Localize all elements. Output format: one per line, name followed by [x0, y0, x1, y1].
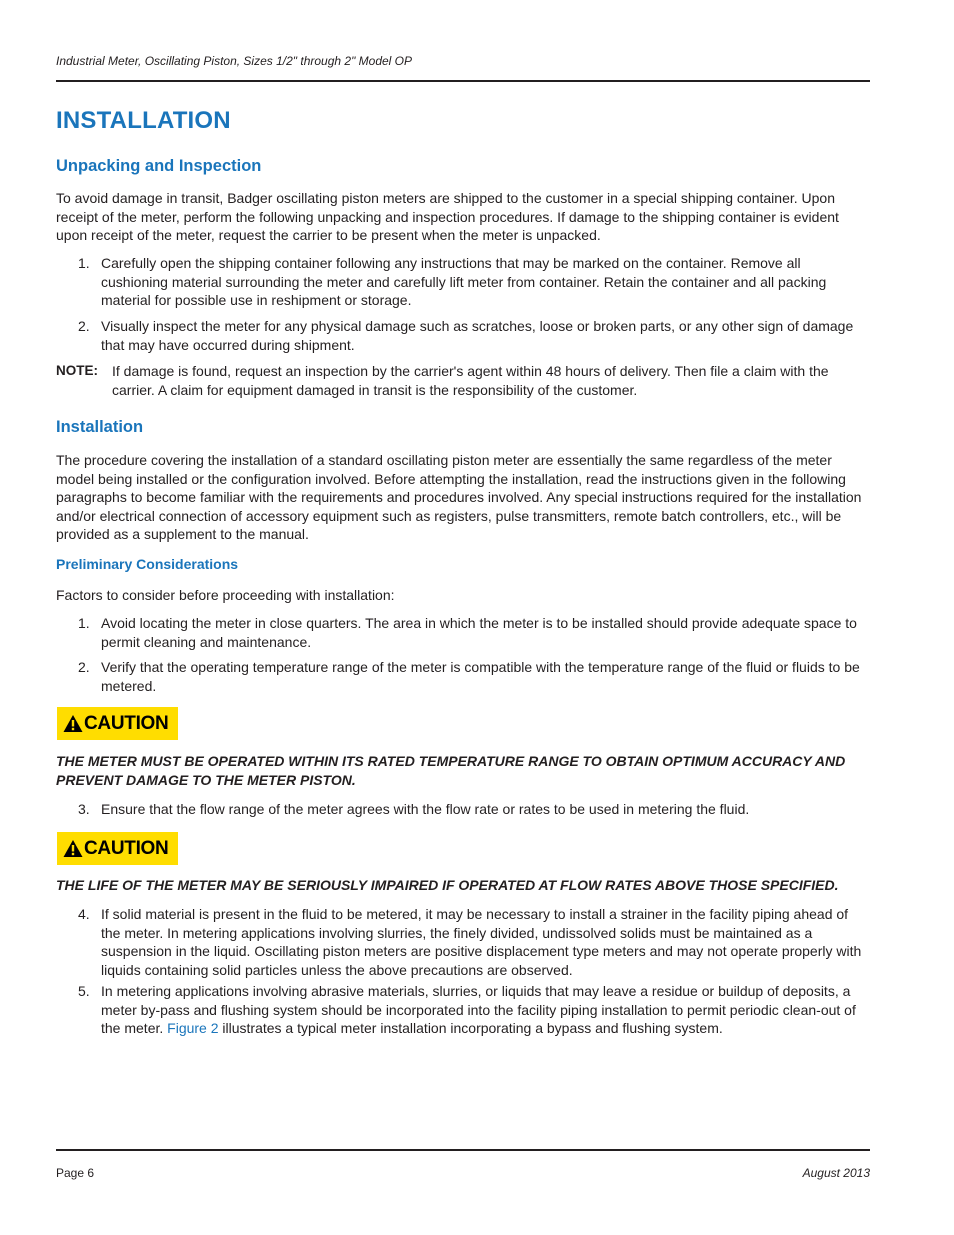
caution-text: THE LIFE OF THE METER MAY BE SERIOUSLY IMPAIRED IF OPERATED AT FLOW RATES ABOVE THOSE SPECIFIED.: [56, 877, 839, 893]
item-text: If solid material is present in the fluid to be metered, it may be necessary to install a strainer in the facility piping ahead of the meter. In metering applications involving slurries, the finely divided, undissolved solids must be maintained as a suspension in the liquid. Oscillating piston meters are positive displacement type meters and may not operate properly with liquids containing solid particles unless the above precautions are observed.: [101, 906, 862, 978]
item-number: 2.: [78, 659, 90, 675]
step-number: 2.: [78, 318, 90, 334]
warning-triangle-icon: [63, 714, 83, 733]
caution-badge: [57, 832, 178, 865]
item-number: 5.: [78, 983, 90, 999]
figure-2-link[interactable]: Figure 2: [167, 1020, 219, 1037]
item-number: 4.: [78, 906, 90, 922]
item-text: Verify that the operating temperature range of the meter is compatible with the temperature range of the fluid or fluids to be metered.: [101, 659, 860, 694]
item-text-before: In metering applications involving abrasive materials, slurries, or liquids that may leave a residue or buildup of deposits, a meter by-pass and flushing system should be incorporated into the facility piping installation to permit periodic clean-out of the meter.: [101, 983, 856, 1037]
warning-triangle-icon: [63, 839, 83, 858]
caution-badge: [57, 707, 178, 740]
step-text: Visually inspect the meter for any physical damage such as scratches, loose or broken parts, or any other sign of damage that may have occurred during shipment.: [101, 318, 854, 353]
caution-text: THE METER MUST BE OPERATED WITHIN ITS RATED TEMPERATURE RANGE TO OBTAIN OPTIMUM ACCURACY AND PREVENT DAMAGE TO THE METER PISTON.: [56, 753, 846, 788]
item-number: 1.: [78, 615, 90, 631]
unpacking-intro: To avoid damage in transit, Badger oscillating piston meters are shipped to the customer in a special shipping container. Upon receipt of the meter, perform the following unpacking and inspection procedures. If damage to the shipping container is evident upon receipt of the meter, request the carrier to be present when the meter is unpacked.: [56, 190, 839, 244]
item-text: [101, 982, 871, 1038]
factors-intro: Factors to consider before proceeding with installation:: [56, 587, 395, 603]
page-number: Page 6: [56, 1166, 95, 1180]
unpacking-heading: Unpacking and Inspection: [56, 157, 262, 175]
note-text: If damage is found, request an inspection by the carrier's agent within 48 hours of delivery. Then file a claim with the carrier. A claim for equipment damaged in transit is the responsibility of the customer.: [112, 363, 829, 398]
step-number: 1.: [78, 255, 90, 271]
item-number: 3.: [78, 801, 90, 817]
installation-intro: The procedure covering the installation of a standard oscillating piston meter are essentially the same regardless of the meter model being installed or the configuration involved. Before attempting the installation, read the instructions given in the following paragraphs to become familiar with the requirements and procedures involved. Any special instructions required for the installation and/or electrical connection of accessory equipment such as registers, pulse transmitters, remote batch controllers, etc., will be provided as a supplement to the manual.: [56, 452, 862, 543]
installation-heading: Installation: [56, 418, 144, 436]
footer-rule: [56, 1149, 870, 1151]
publication-date: August 2013: [802, 1166, 870, 1180]
running-header: Industrial Meter, Oscillating Piston, Sizes 1/2" through 2" Model OP: [56, 54, 413, 68]
item-text: Avoid locating the meter in close quarters. The area in which the meter is to be installed should provide adequate space to permit cleaning and maintenance.: [101, 615, 857, 650]
section-title: INSTALLATION: [56, 107, 231, 134]
header-rule: [56, 80, 870, 82]
item-text: Ensure that the flow range of the meter agrees with the flow rate or rates to be used in metering the fluid.: [101, 801, 750, 817]
note-label: NOTE:: [56, 363, 98, 378]
step-text: Carefully open the shipping container following any instructions that may be marked on the container. Remove all cushioning material surrounding the meter and carefully lift meter from container. Retain the container and all packing material for possible use in reshipment or storage.: [101, 255, 827, 309]
item-text-after: illustrates a typical meter installation incorporating a bypass and flushing system.: [218, 1020, 723, 1037]
caution-label: CAUTION: [84, 837, 169, 859]
caution-label: CAUTION: [84, 712, 169, 734]
preliminary-heading: Preliminary Considerations: [56, 556, 239, 572]
